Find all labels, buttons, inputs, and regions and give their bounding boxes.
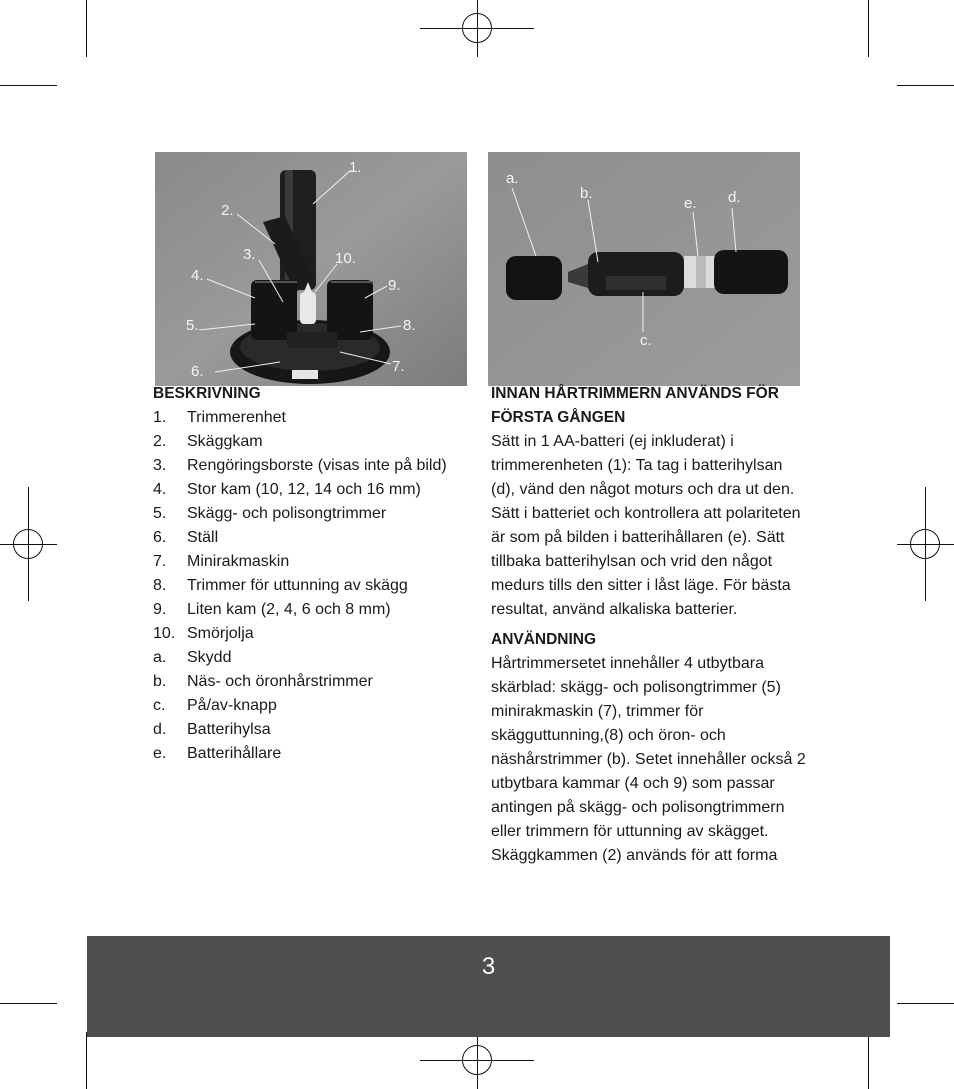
list-item-number: 4.	[153, 481, 167, 498]
list-item-text: Batterihållare	[187, 745, 282, 762]
callout-label-d: d.	[728, 189, 741, 206]
list-item	[153, 622, 473, 646]
list-item-number: b.	[153, 673, 167, 690]
callout-label-a: a.	[506, 170, 519, 187]
list-item-text: Minirakmaskin	[187, 553, 290, 570]
list-item	[153, 598, 473, 622]
list-item-number: 6.	[153, 529, 167, 546]
list-item-number: 7.	[153, 553, 167, 570]
parts-list	[153, 406, 473, 766]
callout-label-c: c.	[640, 332, 652, 349]
list-item	[153, 406, 473, 430]
usage-heading: ANVÄNDNING	[491, 631, 597, 648]
description-column	[153, 382, 473, 766]
list-item-number: a.	[153, 649, 167, 666]
callout-label-8: 8.	[403, 317, 416, 334]
list-item-text: Ställ	[187, 529, 219, 546]
list-item	[153, 718, 473, 742]
list-item-text: Skydd	[187, 649, 232, 666]
list-item	[153, 742, 473, 766]
list-item-text: Rengöringsborste (visas inte på bild)	[187, 457, 447, 474]
callout-label-1: 1.	[349, 159, 362, 176]
callout-label-9: 9.	[388, 277, 401, 294]
list-item-number: c.	[153, 697, 166, 714]
callout-label-b: b.	[580, 185, 593, 202]
list-item-number: 5.	[153, 505, 167, 522]
list-item-number: 10.	[153, 625, 176, 642]
list-item-number: 2.	[153, 433, 167, 450]
callout-label-7: 7.	[392, 358, 405, 375]
crop-mark	[0, 85, 57, 86]
list-item-text: Trimmerenhet	[187, 409, 286, 426]
list-item-number: d.	[153, 721, 167, 738]
list-item-text: Skäggkam	[187, 433, 263, 450]
list-item	[153, 646, 473, 670]
list-item-text: Smörjolja	[187, 625, 254, 642]
callout-label-4: 4.	[191, 267, 204, 284]
list-item-text: På/av-knapp	[187, 697, 277, 714]
list-item-number: 8.	[153, 577, 167, 594]
list-item	[153, 478, 473, 502]
usage-paragraph: Hårtrimmersetet innehåller 4 utbytbara skärblad: skägg- och polisongtrimmer (5) minirakmaskin (7), trimmer för skägguttunning,(8) och öron- och näshårstrimmer (b). Setet innehåller också 2 utbytbara kammar (4 och 9) som passar antingen på skägg- och polisongtrimmern eller trimmern för uttunning av skägget. Skäggkammen (2) används för att forma	[491, 655, 806, 864]
list-item	[153, 550, 473, 574]
trimmer-set-photo	[155, 152, 467, 386]
list-item-number: e.	[153, 745, 167, 762]
crop-mark	[897, 1003, 954, 1004]
footer-band	[87, 936, 890, 1037]
list-item	[153, 670, 473, 694]
crop-mark	[86, 0, 87, 57]
callout-label-e: e.	[684, 195, 697, 212]
first-use-heading: INNAN HÅRTRIMMERN ANVÄNDS FÖR FÖRSTA GÅNGEN	[491, 385, 779, 426]
list-item	[153, 694, 473, 718]
first-use-paragraph: Sätt in 1 AA-batteri (ej inkluderat) i trimmerenheten (1): Ta tag i batterihylsan (d), vänd den något moturs och dra ut den. Sätt i batteriet och kontrollera att polariteten är som på bilden i batterihållaren (e). Sätt tillbaka batterihylsan och vrid den något medurs tills den sitter i låst läge. För bästa resultat, använd alkaliska batterier.	[491, 433, 801, 618]
instructions-column	[491, 382, 807, 868]
list-item	[153, 574, 473, 598]
crop-mark	[868, 1032, 869, 1089]
list-item-text: Näs- och öronhårstrimmer	[187, 673, 373, 690]
list-item	[153, 454, 473, 478]
trimmer-parts-photo	[488, 152, 800, 386]
crop-mark	[897, 85, 954, 86]
callout-label-5: 5.	[186, 317, 199, 334]
list-item-number: 1.	[153, 409, 167, 426]
list-item-text: Trimmer för uttunning av skägg	[187, 577, 408, 594]
crop-mark	[86, 1032, 87, 1089]
crop-mark	[868, 0, 869, 57]
list-item	[153, 430, 473, 454]
list-item-number: 9.	[153, 601, 167, 618]
list-item	[153, 526, 473, 550]
list-item-text: Batterihylsa	[187, 721, 271, 738]
crop-mark	[0, 1003, 57, 1004]
callout-label-2: 2.	[221, 202, 234, 219]
list-item-text: Stor kam (10, 12, 14 och 16 mm)	[187, 481, 421, 498]
list-item-number: 3.	[153, 457, 167, 474]
callout-label-6: 6.	[191, 363, 204, 380]
list-item-text: Skägg- och polisongtrimmer	[187, 505, 387, 522]
list-item-text: Liten kam (2, 4, 6 och 8 mm)	[187, 601, 391, 618]
list-item	[153, 502, 473, 526]
page-number: 3	[481, 953, 496, 980]
callout-label-10: 10.	[335, 250, 356, 267]
description-heading: BESKRIVNING	[153, 385, 261, 402]
callout-label-3: 3.	[243, 246, 256, 263]
